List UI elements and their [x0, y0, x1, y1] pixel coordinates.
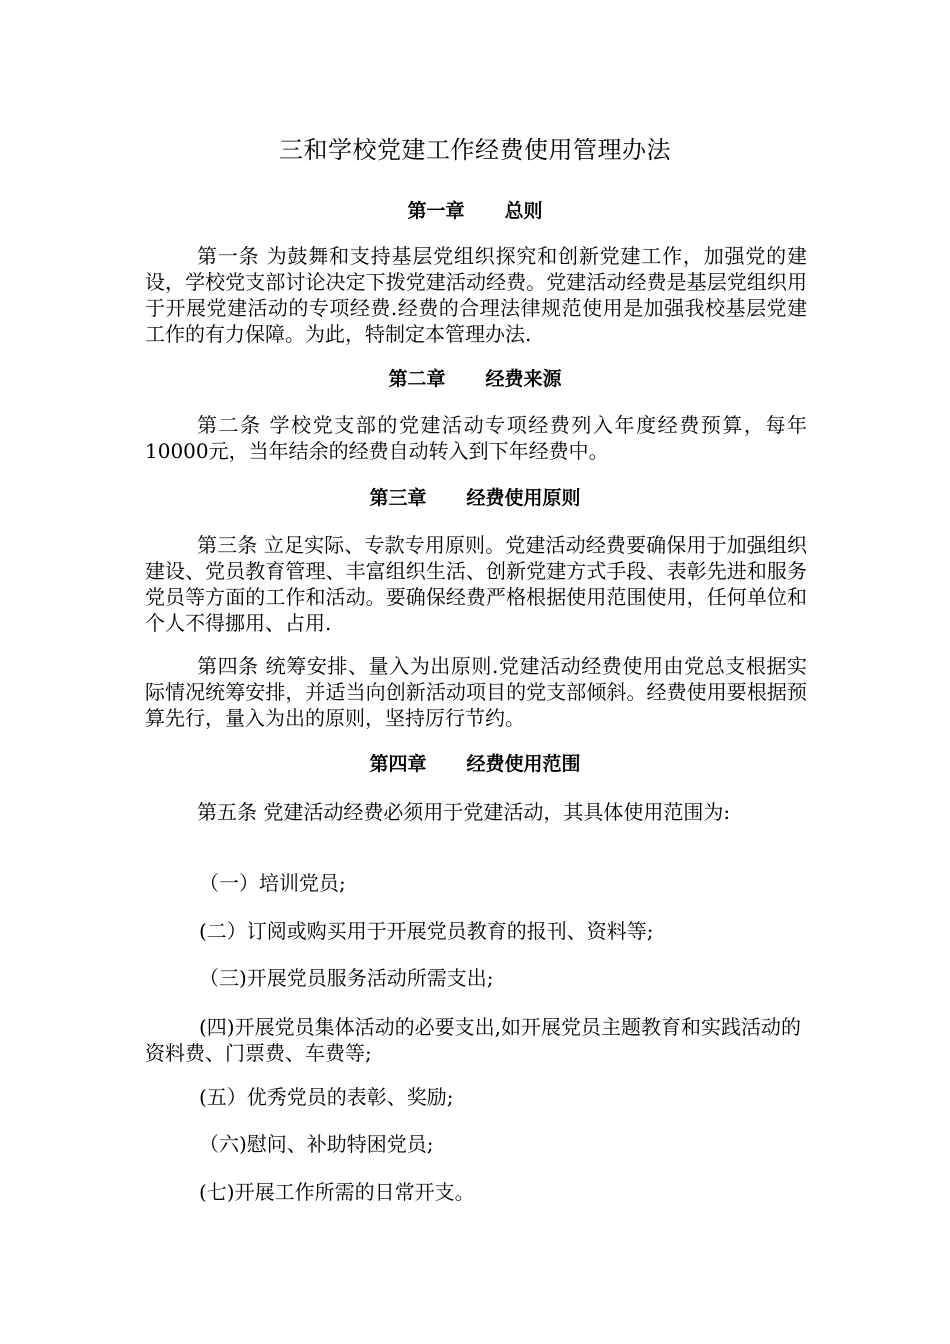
chapter-1-heading — [0, 198, 950, 224]
chapter-number: 第二章 — [388, 368, 446, 390]
chapter-3-heading — [0, 485, 950, 511]
article-1: 第一条 为鼓舞和支持基层党组织探究和创新党建工作，加强党的建设，学校党支部讨论决定下拨党建活动经费。党建活动经费是基层党组织用于开展党建活动的专项经费.经费的合理法律规范使用是加强我校基层党建工作的有力保障。为此，特制定本管理办法. — [145, 244, 807, 346]
article-5: 第五条 党建活动经费必须用于党建活动，其具体使用范围为: — [197, 800, 731, 824]
chapter-number: 第四章 — [369, 753, 427, 775]
list-item: （一）培训党员; — [199, 871, 346, 895]
list-item: (七)开展工作所需的日常开支。 — [199, 1180, 475, 1204]
chapter-2-heading — [0, 366, 950, 392]
article-2: 第二条 学校党支部的党建活动专项经费列入年度经费预算，每年10000元，当年结余的经费自动转入到下年经费中。 — [145, 413, 807, 463]
chapter-name: 总则 — [504, 200, 543, 222]
document-title: 三和学校党建工作经费使用管理办法 — [279, 136, 671, 164]
list-item: (二）订阅或购买用于开展党员教育的报刊、资料等; — [199, 919, 654, 943]
article-4: 第四条 统筹安排、量入为出原则.党建活动经费使用由党总支根据实际情况统筹安排，并适当向创新活动项目的党支部倾斜。经费使用要根据预算先行，量入为出的原则，坚持厉行节约。 — [145, 654, 807, 730]
list-item: (五）优秀党员的表彰、奖励; — [199, 1085, 454, 1109]
chapter-number: 第一章 — [407, 200, 465, 222]
list-item: （六)慰问、补助特困党员; — [199, 1132, 434, 1156]
chapter-name: 经费使用原则 — [466, 487, 581, 509]
chapter-4-heading — [0, 751, 950, 777]
article-3: 第三条 立足实际、专款专用原则。党建活动经费要确保用于加强组织建设、党员教育管理、丰富组织生活、创新党建方式手段、表彰先进和服务党员等方面的工作和活动。要确保经费严格根据使用范围使用，任何单位和个人不得挪用、占用. — [145, 533, 807, 635]
chapter-name: 经费使用范围 — [466, 753, 581, 775]
chapter-number: 第三章 — [369, 487, 427, 509]
chapter-name: 经费来源 — [485, 368, 562, 390]
list-item: （三)开展党员服务活动所需支出; — [199, 966, 494, 990]
list-item: (四)开展党员集体活动的必要支出,如开展党员主题教育和实践活动的资料费、门票费、车费等; — [145, 1015, 801, 1065]
